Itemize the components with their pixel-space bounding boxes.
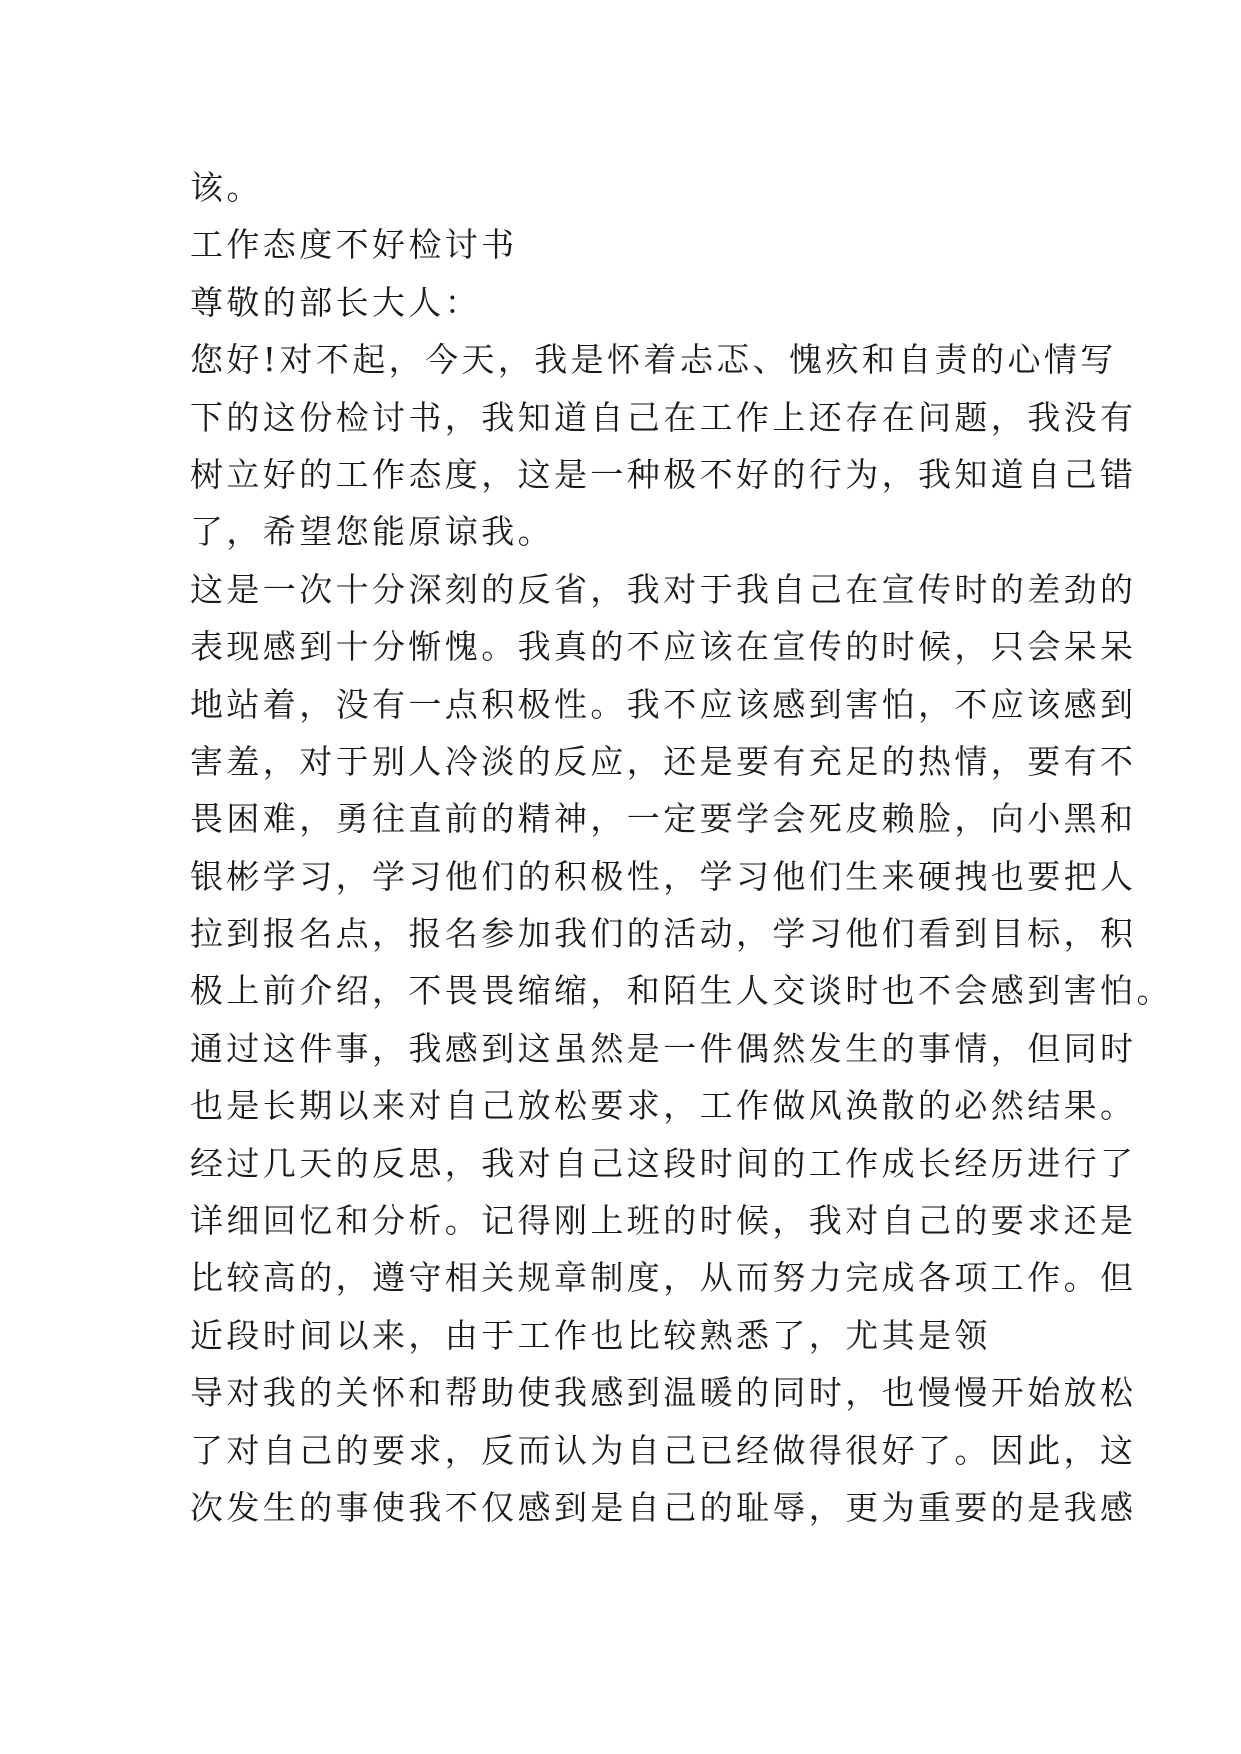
text-line: 也是长期以来对自己放松要求，工作做风涣散的必然结果。 [190,1086,1137,1126]
text-line: 畏困难，勇往直前的精神，一定要学会死皮赖脸，向小黑和 [190,799,1137,839]
text-line: 地站着，没有一点积极性。我不应该感到害怕，不应该感到 [190,684,1137,724]
text-line: 详细回忆和分析。记得刚上班的时候，我对自己的要求还是 [190,1201,1137,1241]
text-line: 该。 [190,168,263,207]
text-line: 树立好的工作态度，这是一种极不好的行为，我知道自己错 [190,454,1137,494]
text-line: 了对自己的要求，反而认为自己已经做得很好了。因此，这 [190,1430,1137,1470]
text-line: 害羞，对于别人冷淡的反应，还是要有充足的热情，要有不 [190,741,1137,781]
text-line: 下的这份检讨书，我知道自己在工作上还存在问题，我没有 [190,397,1137,437]
text-line: 您好!对不起，今天，我是怀着忐忑、愧疚和自责的心情写 [190,340,1117,380]
text-line: 近段时间以来，由于工作也比较熟悉了，尤其是领 [190,1315,991,1355]
text-line: 了，希望您能原谅我。 [190,512,554,552]
text-line: 表现感到十分惭愧。我真的不应该在宣传的时候，只会呆呆 [190,627,1137,667]
text-line: 银彬学习，学习他们的积极性，学习他们生来硬拽也要把人 [190,856,1137,896]
text-line: 次发生的事使我不仅感到是自己的耻辱，更为重要的是我感 [190,1487,1137,1527]
text-line: 经过几天的反思，我对自己这段时间的工作成长经历进行了 [190,1143,1137,1183]
document-title: 工作态度不好检讨书 [190,225,518,265]
text-line: 拉到报名点，报名参加我们的活动，学习他们看到目标，积 [190,914,1137,954]
text-line: 这是一次十分深刻的反省，我对于我自己在宣传时的差劲的 [190,569,1137,609]
document-body [190,159,1173,1536]
text-line: 极上前介绍，不畏畏缩缩，和陌生人交谈时也不会感到害怕。 [190,971,1173,1011]
text-line: 导对我的关怀和帮助使我感到温暖的同时，也慢慢开始放松 [190,1373,1137,1413]
salutation: 尊敬的部长大人： [190,282,482,322]
text-line: 通过这件事，我感到这虽然是一件偶然发生的事情，但同时 [190,1028,1137,1068]
text-line: 比较高的，遵守相关规章制度，从而努力完成各项工作。但 [190,1258,1137,1298]
